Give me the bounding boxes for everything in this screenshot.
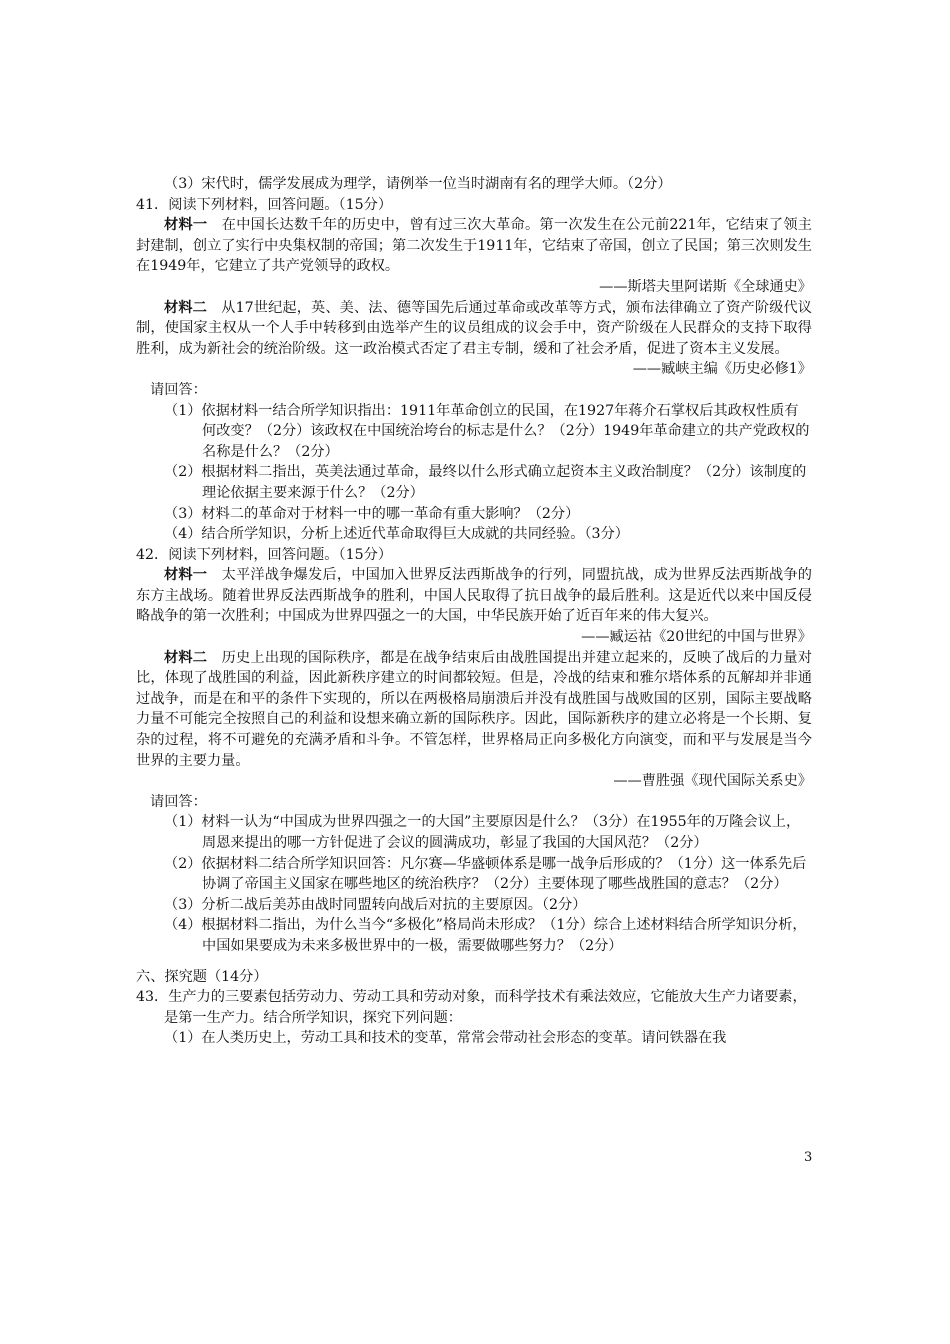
q42-sub-4: （4）根据材料二指出，为什么当今“多极化”格局尚未形成？（1分）综合上述材料结合所学知识分析，中国如果要成为未来多极世界中的一极，需要做哪些努力？（2分） xyxy=(164,917,807,954)
q41-sub-3: （3）材料二的革命对于材料一中的哪一革命有重大影响？（2分） xyxy=(164,505,580,522)
question-40-3: （3）宋代时，儒学发展成为理学，请例举一位当时湖南有名的理学大师。（2分） xyxy=(164,176,672,192)
q41-sub-4: （4）结合所学知识，分析上述近代革命取得巨大成就的共同经验。（3分） xyxy=(164,526,629,543)
q41-please-answer: 请回答： xyxy=(150,381,207,398)
q41-material-1 xyxy=(136,215,812,277)
q41-material-1-source: ——斯塔夫里阿诺斯《全球通史》 xyxy=(599,278,812,295)
q42-material-2-source: ——曹胜强《现代国际关系史》 xyxy=(613,773,812,790)
q41-material-2-source: ——臧峡主编《历史必修1》 xyxy=(632,361,812,378)
q42-material-2 xyxy=(136,648,812,772)
question-41-heading: 41．阅读下列材料，回答问题。（15分） xyxy=(136,196,393,213)
material-label: 材料二 xyxy=(164,649,208,666)
q41-sub-2: （2）根据材料二指出，英美法通过革命，最终以什么形式确立起资本主义政治制度？（2分）该制度的理论依据主要来源于什么？（2分） xyxy=(164,464,807,501)
page-content xyxy=(136,174,812,1049)
q42-material-1 xyxy=(136,565,812,627)
page-number: 3 xyxy=(804,1150,813,1165)
material-text: 太平洋战争爆发后，中国加入世界反法西斯战争的行列，同盟抗战，成为世界反法西斯战争的东方主战场。随着世界反法西斯战争的胜利，中国人民取得了抗日战争的最后胜利。这是近代以来中国反侵略战争的第一次胜利；中国成为世界四强之一的大国，中华民族开始了近百年来的伟大复兴。 xyxy=(136,567,812,625)
material-text: 在中国长达数千年的历史中，曾有过三次大革命。第一次发生在公元前221年，它结束了领主封建制，创立了实行中央集权制的帝国；第二次发生于1911年，它结束了帝国，创立了民国；第三次则发生在1949年，它建立了共产党领导的政权。 xyxy=(136,217,812,275)
material-label: 材料一 xyxy=(164,217,208,234)
material-text: 从17世纪起，英、美、法、德等国先后通过革命或改革等方式，颁布法律确立了资产阶级代议制，使国家主权从一个人手中转移到由选举产生的议员组成的议会手中，资产阶级在人民群众的支持下取得胜利，成为新社会的统治阶级。这一政治模式否定了君主专制，缓和了社会矛盾，促进了资本主义发展。 xyxy=(136,299,812,357)
q41-material-2 xyxy=(136,298,812,360)
q41-sub-1: （1）依据材料一结合所学知识指出：1911年革命创立的民国，在1927年蒋介石掌权后其政权性质有何改变？（2分）该政权在中国统治垮台的标志是什么？（2分）1949年革命建立的共产党政权的名称是什么？（2分） xyxy=(164,402,810,460)
q42-sub-2: （2）依据材料二结合所学知识回答：凡尔赛—华盛顿体系是哪一战争后形成的？（1分）这一体系先后协调了帝国主义国家在哪些地区的统治秩序？（2分）主要体现了哪些战胜国的意志？（2分） xyxy=(164,855,807,893)
section-gap xyxy=(136,957,812,967)
q42-sub-3: （3）分析二战后美苏由战时同盟转向战后对抗的主要原因。（2分） xyxy=(164,896,587,913)
section-6-heading: 六、探究题（14分） xyxy=(136,968,268,985)
question-42-heading: 42．阅读下列材料，回答问题。（15分） xyxy=(136,546,393,563)
question-43-heading: 43．生产力的三要素包括劳动力、劳动工具和劳动对象，而科学技术有乘法效应，它能放大生产力诸要素，是第一生产力。结合所学知识，探究下列问题： xyxy=(136,989,807,1026)
q42-material-1-source: ——臧运祜《20世纪的中国与世界》 xyxy=(581,629,812,646)
material-label: 材料一 xyxy=(164,567,208,584)
material-label: 材料二 xyxy=(164,299,207,316)
q42-sub-1: （1）材料一认为“中国成为世界四强之一的大国”主要原因是什么？（3分）在1955年的万隆会议上，周恩来提出的哪一方针促进了会议的圆满成功，彰显了我国的大国风范？（2分） xyxy=(164,814,801,851)
q42-please-answer: 请回答： xyxy=(150,793,207,810)
material-text: 历史上出现的国际秩序，都是在战争结束后由战胜国提出并建立起来的，反映了战后的力量对比，体现了战胜国的利益，因此新秩序建立的时间都较短。但是，冷战的结束和雅尔塔体系的瓦解却并非通过战争，而是在和平的条件下实现的，所以在两极格局崩溃后并没有战胜国与战败国的区别，国际主要战略力量不可能完全按照自己的利益和设想来确立新的国际秩序。因此，国际新秩序的建立必将是一个长期、复杂的过程，将不可避免的充满矛盾和斗争。不管怎样，世界格局正向多极化方向演变，而和平与发展是当今世界的主要力量。 xyxy=(136,649,812,769)
q43-sub-1: （1）在人类历史上，劳动工具和技术的变革，常常会带动社会形态的变革。请问铁器在我 xyxy=(164,1030,727,1047)
